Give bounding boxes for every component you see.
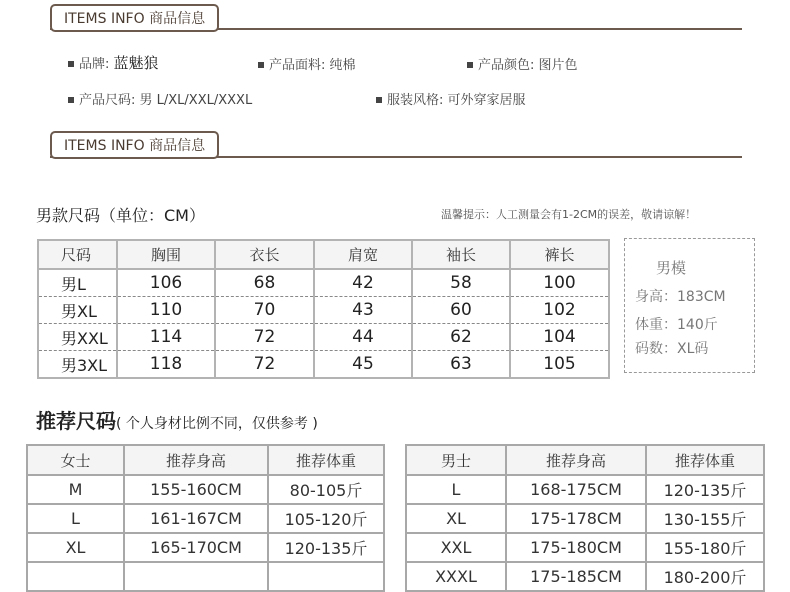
bullet-icon xyxy=(68,97,74,103)
table-row xyxy=(38,297,609,324)
table-row xyxy=(38,351,609,379)
items-info-tab-2: ITEMS INFO 商品信息 xyxy=(50,131,219,159)
sizes-text: 产品尺码: 男 L/XL/XXL/XXXL xyxy=(79,93,253,108)
table-row xyxy=(27,504,384,533)
table-cell: XXL xyxy=(406,533,506,562)
table-row xyxy=(27,533,384,562)
sizes-info xyxy=(68,89,252,108)
table-cell: 62 xyxy=(412,324,510,351)
items-info-tab-1: ITEMS INFO 商品信息 xyxy=(50,4,219,32)
table-cell: 155-180斤 xyxy=(646,533,764,562)
table-cell: 120-135斤 xyxy=(268,533,384,562)
men-header-row xyxy=(406,445,764,475)
table-row xyxy=(406,533,764,562)
table-cell: 120-135斤 xyxy=(646,475,764,504)
table-row xyxy=(406,504,764,533)
table-cell: 130-155斤 xyxy=(646,504,764,533)
table-cell: 70 xyxy=(215,297,314,324)
col-header-weight: 推荐体重 xyxy=(646,445,764,475)
col-header-pants: 裤长 xyxy=(510,240,609,269)
table-cell: 165-170CM xyxy=(124,533,268,562)
model-title: 男模 xyxy=(656,259,687,277)
model-info-box xyxy=(624,238,755,373)
bullet-icon xyxy=(258,62,264,68)
men-size-table xyxy=(405,444,765,592)
brand-value: 蓝魅狼 xyxy=(113,54,159,72)
table-cell: XL xyxy=(27,533,124,562)
fabric-text: 产品面料: 纯棉 xyxy=(269,58,356,73)
table-row xyxy=(27,562,384,591)
col-header-size: 尺码 xyxy=(38,240,117,269)
women-header-row xyxy=(27,445,384,475)
table-cell: 104 xyxy=(510,324,609,351)
recommend-title-text: 推荐尺码 xyxy=(36,409,116,433)
col-header-weight: 推荐体重 xyxy=(268,445,384,475)
table-cell: 102 xyxy=(510,297,609,324)
table-cell: 45 xyxy=(314,351,412,379)
table-cell: XL xyxy=(406,504,506,533)
table-cell: XXXL xyxy=(406,562,506,591)
color-info xyxy=(467,54,578,73)
col-header-men: 男士 xyxy=(406,445,506,475)
model-height: 身高：183CM xyxy=(635,289,726,305)
fabric-info xyxy=(258,54,356,73)
table-cell: 106 xyxy=(117,269,215,297)
table-cell: 105-120斤 xyxy=(268,504,384,533)
table-cell: 42 xyxy=(314,269,412,297)
table-cell: 168-175CM xyxy=(506,475,646,504)
table-cell: 男L xyxy=(38,269,117,297)
table-cell: L xyxy=(27,504,124,533)
bullet-icon xyxy=(68,61,74,67)
table-cell: 58 xyxy=(412,269,510,297)
bullet-icon xyxy=(376,97,382,103)
table-cell: 110 xyxy=(117,297,215,324)
table-cell: 男XXL xyxy=(38,324,117,351)
col-header-chest: 胸围 xyxy=(117,240,215,269)
table-cell: M xyxy=(27,475,124,504)
col-header-length: 衣长 xyxy=(215,240,314,269)
table-cell: 80-105斤 xyxy=(268,475,384,504)
table-cell: 男3XL xyxy=(38,351,117,379)
table-cell: 72 xyxy=(215,351,314,379)
table-cell xyxy=(124,562,268,591)
table-cell: 175-178CM xyxy=(506,504,646,533)
table-cell: 68 xyxy=(215,269,314,297)
table-cell: 118 xyxy=(117,351,215,379)
size-chart-table xyxy=(37,239,610,379)
table-cell: 155-160CM xyxy=(124,475,268,504)
table-cell: 175-185CM xyxy=(506,562,646,591)
measurement-note: 温馨提示：人工测量会有1-2CM的误差，敬请谅解！ xyxy=(441,208,697,221)
table-cell: 100 xyxy=(510,269,609,297)
table-cell: 男XL xyxy=(38,297,117,324)
col-header-women: 女士 xyxy=(27,445,124,475)
col-header-sleeve: 袖长 xyxy=(412,240,510,269)
table-cell: 44 xyxy=(314,324,412,351)
brand-info xyxy=(68,52,159,73)
table-row xyxy=(27,475,384,504)
recommend-title xyxy=(36,405,318,434)
size-chart-title: 男款尺码（单位：CM） xyxy=(36,206,205,225)
model-size: 码数：XL码 xyxy=(635,341,709,357)
col-header-height: 推荐身高 xyxy=(506,445,646,475)
color-text: 产品颜色: 图片色 xyxy=(478,58,578,73)
table-row xyxy=(38,324,609,351)
table-cell: 114 xyxy=(117,324,215,351)
table-row xyxy=(406,562,764,591)
table-cell: 180-200斤 xyxy=(646,562,764,591)
table-cell: 43 xyxy=(314,297,412,324)
table-cell: L xyxy=(406,475,506,504)
table-cell: 105 xyxy=(543,354,576,374)
table-cell xyxy=(27,562,124,591)
table-row xyxy=(38,269,609,297)
table-cell: 72 xyxy=(215,324,314,351)
style-text: 服装风格: 可外穿家居服 xyxy=(387,93,526,108)
col-header-height: 推荐身高 xyxy=(124,445,268,475)
table-cell: 161-167CM xyxy=(124,504,268,533)
style-info xyxy=(376,89,526,108)
table-cell: 175-180CM xyxy=(506,533,646,562)
recommend-subtitle: ( 个人身材比例不同，仅供参考 ) xyxy=(116,416,318,432)
table-cell: 60 xyxy=(412,297,510,324)
col-header-shoulder: 肩宽 xyxy=(314,240,412,269)
table-cell xyxy=(268,562,384,591)
brand-label: 品牌: xyxy=(79,57,110,72)
table-row xyxy=(406,475,764,504)
model-weight: 体重：140斤 xyxy=(635,317,718,333)
women-size-table xyxy=(26,444,385,592)
bullet-icon xyxy=(467,62,473,68)
size-chart-header-row xyxy=(38,240,609,269)
table-cell: 63 xyxy=(412,351,510,379)
